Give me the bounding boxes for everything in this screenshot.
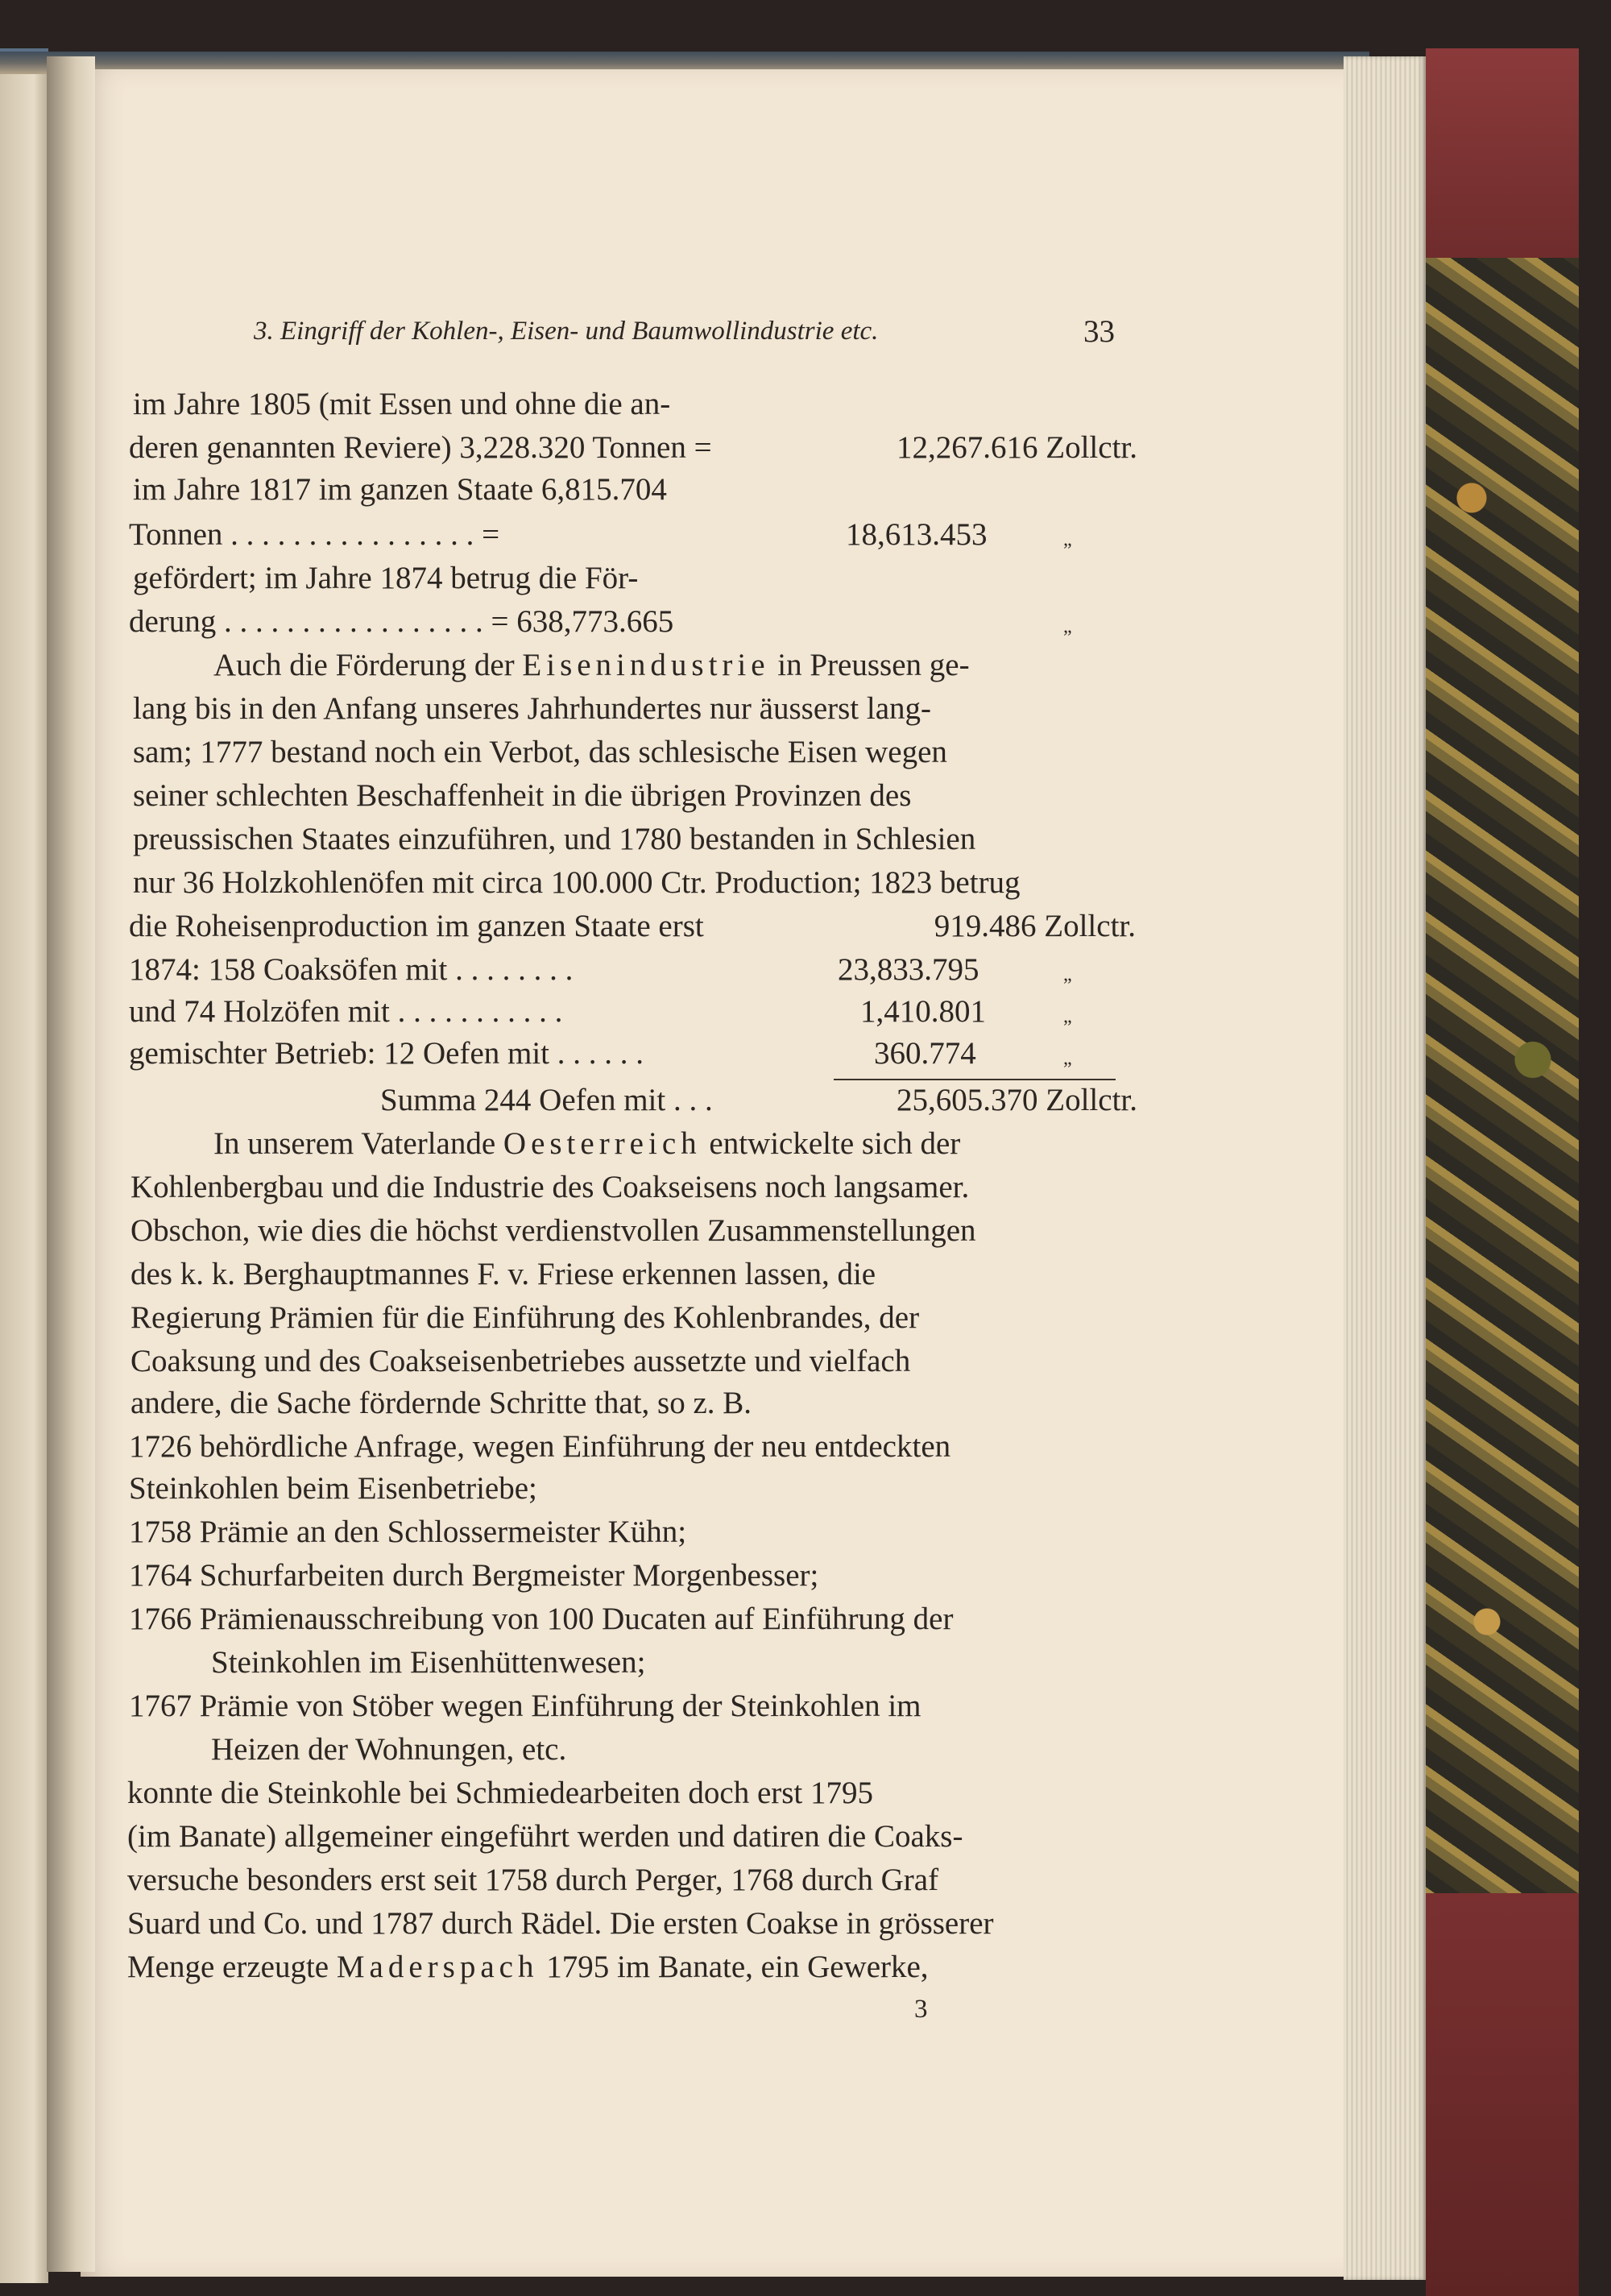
ditto-mark: „: [1063, 964, 1072, 985]
ditto-mark: „: [1063, 529, 1072, 550]
spaced-emphasis: Oesterreich: [503, 1126, 702, 1161]
text-line: preussischen Staates einzuführen, und 1780 bestanden in Schlesien: [133, 822, 976, 856]
running-title: 3. Eingriff der Kohlen-, Eisen- und Baumwollindustrie etc.: [254, 317, 879, 346]
ditto-mark: „: [1063, 1006, 1072, 1027]
text-line: Obschon, wie dies die höchst verdienstvollen Zusammenstellungen: [130, 1213, 976, 1248]
text-line: Coaksung und des Coakseisenbetriebes aussetzte und vielfach: [130, 1344, 911, 1378]
ditto-mark: „: [1063, 616, 1072, 637]
binding-red-bottom: [1426, 1893, 1579, 2296]
list-item: 1767 Prämie von Stöber wegen Einführung der Steinkohlen im: [129, 1689, 921, 1723]
text-span: in Preussen ge-: [777, 648, 970, 682]
text-line: im Jahre 1817 im ganzen Staate 6,815.704: [133, 472, 667, 507]
line-text: Tonnen . . . . . . . . . . . . . . . . =: [129, 517, 500, 552]
list-item-cont: Steinkohlen beim Eisenbetriebe;: [129, 1471, 537, 1506]
text-line: versuche besonders erst seit 1758 durch Perger, 1768 durch Graf: [127, 1863, 939, 1897]
sum-label: Summa 244 Oefen mit . . .: [380, 1083, 713, 1117]
binding-red-top: [1426, 48, 1579, 258]
text-line: Kohlenbergbau und die Industrie des Coakseisens noch langsamer.: [130, 1170, 970, 1204]
text-line: gefördert; im Jahre 1874 betrug die För-: [133, 561, 639, 595]
text-line: konnte die Steinkohle bei Schmiedearbeiten doch erst 1795: [127, 1776, 874, 1810]
text-line: seiner schlechten Beschaffenheit in die übrigen Provinzen des: [133, 778, 912, 813]
list-item-cont: Steinkohlen im Eisenhüttenwesen;: [211, 1645, 646, 1680]
text-line: (im Banate) allgemeiner eingeführt werden und datiren die Coaks-: [127, 1819, 963, 1854]
spaced-emphasis: Maderspach: [336, 1950, 539, 1984]
text-line: [213, 1128, 960, 1159]
spaced-emphasis: Eisenindustrie: [522, 648, 770, 682]
text-span: entwickelte sich der: [709, 1126, 961, 1161]
text-span: Auch die Förderung der: [213, 648, 515, 682]
page-gutter: [47, 56, 95, 2272]
row-value: 360.774: [874, 1036, 976, 1071]
list-item: 1766 Prämienausschreibung von 100 Ducaten auf Einführung der: [129, 1602, 954, 1636]
text-line: [213, 649, 970, 681]
list-item: 1758 Prämie an den Schlossermeister Kühn;: [129, 1515, 687, 1549]
list-item: 1764 Schurfarbeiten durch Bergmeister Morgenbesser;: [129, 1558, 819, 1593]
row-label: 1874: 158 Coaksöfen mit . . . . . . . .: [129, 952, 574, 987]
text-line: [127, 1951, 929, 1983]
line-value: 919.486 Zollctr.: [934, 909, 1136, 943]
page-number: 33: [1083, 314, 1115, 349]
row-value: 23,833.795: [838, 952, 979, 987]
text-line: lang bis in den Anfang unseres Jahrhundertes nur äusserst lang-: [133, 691, 932, 726]
text-line: Regierung Prämien für die Einführung des Kohlenbrandes, der: [130, 1300, 920, 1335]
text-line: sam; 1777 bestand noch ein Verbot, das schlesische Eisen wegen: [133, 735, 947, 769]
text-line: nur 36 Holzkohlenöfen mit circa 100.000 Ctr. Production; 1823 betrug: [133, 865, 1021, 900]
line-text: die Roheisenproduction im ganzen Staate erst: [129, 909, 704, 943]
text-line: des k. k. Berghauptmannes F. v. Friese erkennen lassen, die: [130, 1257, 876, 1291]
text-line: im Jahre 1805 (mit Essen und ohne die an-: [133, 387, 671, 421]
row-label: gemischter Betrieb: 12 Oefen mit . . . . . .: [129, 1036, 644, 1071]
row-label: und 74 Holzöfen mit . . . . . . . . . . .: [129, 994, 563, 1029]
line-value: 12,267.616 Zollctr.: [897, 430, 1137, 465]
signature-mark: 3: [914, 1995, 928, 2024]
page-block-edge: [1344, 56, 1426, 2280]
left-page-edge: [0, 48, 48, 2283]
list-item: 1726 behördliche Anfrage, wegen Einführung der neu entdeckten: [129, 1429, 951, 1464]
text-span: 1795 im Banate, ein Gewerke,: [546, 1950, 929, 1984]
sum-value: 25,605.370 Zollctr.: [897, 1083, 1137, 1117]
text-span: In unserem Vaterlande: [213, 1126, 496, 1161]
text-line: Suard und Co. und 1787 durch Rädel. Die ersten Coakse in grösserer: [127, 1906, 994, 1941]
sum-rule: [834, 1079, 1116, 1080]
row-value: 1,410.801: [860, 994, 986, 1029]
text-span: Menge erzeugte: [127, 1950, 329, 1984]
text-line: andere, die Sache fördernde Schritte that, so z. B.: [130, 1386, 752, 1420]
ditto-mark: „: [1063, 1048, 1072, 1069]
line-text: derung . . . . . . . . . . . . . . . . . = 638,773.665: [129, 604, 674, 639]
line-value: 18,613.453: [846, 517, 988, 552]
list-item-cont: Heizen der Wohnungen, etc.: [211, 1732, 567, 1767]
line-text: deren genannten Reviere) 3,228.320 Tonnen =: [129, 430, 712, 465]
